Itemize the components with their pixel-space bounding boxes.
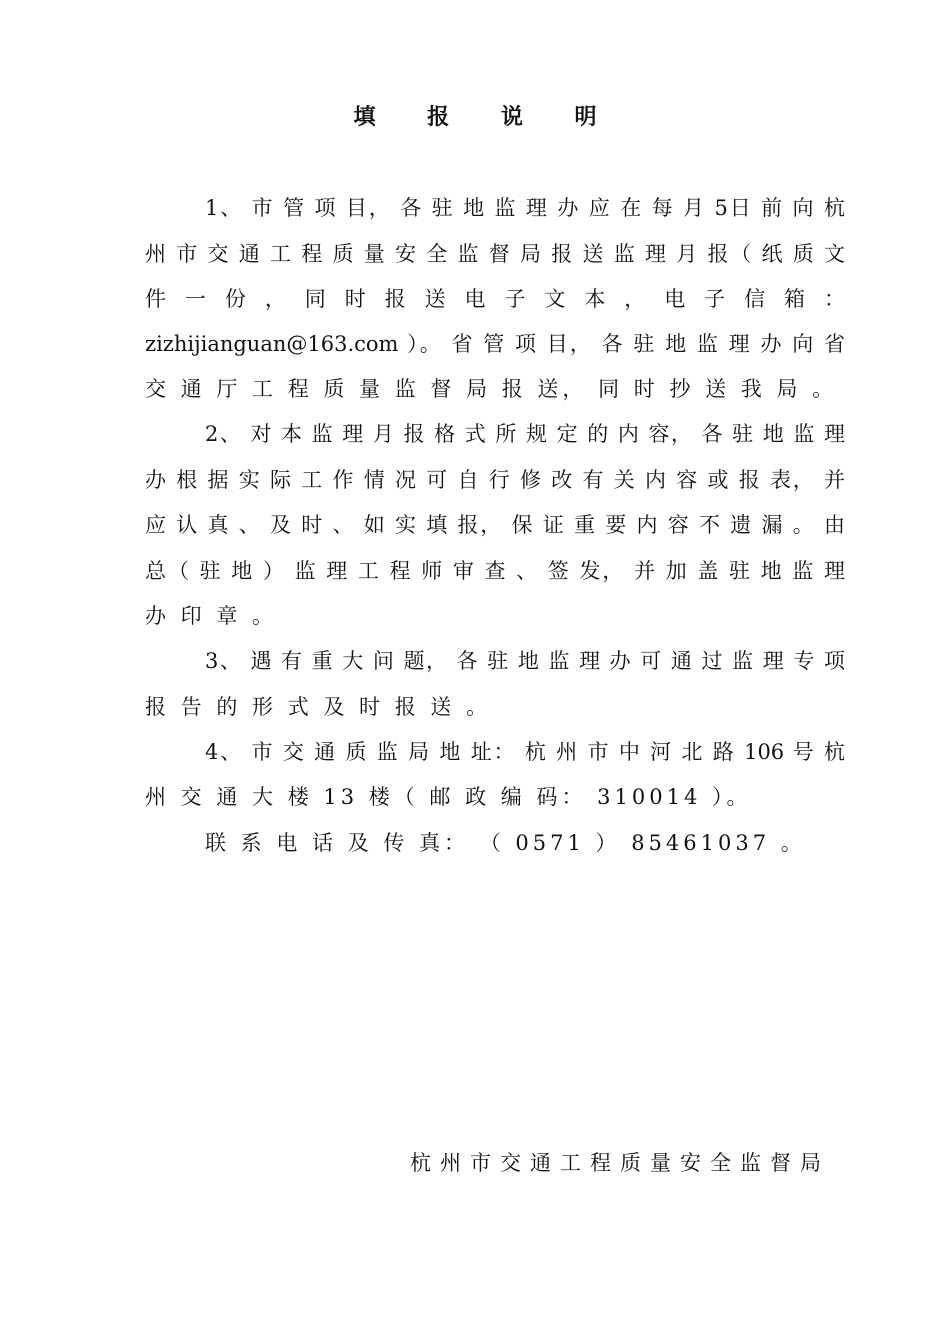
page-title: 填 报 说 明 xyxy=(353,104,619,130)
paragraph-2-line-2: 办 根 据 实 际 工 作 情 况 可 自 行 修 改 有 关 内 容 或 报 表， 并 xyxy=(145,468,845,492)
paragraph-3-line-1: 3、 遇 有 重 大 问 题， 各 驻 地 监 理 办 可 通 过 监 理 专 项 xyxy=(205,649,845,673)
paragraph-2-line-3: 应 认 真 、 及 时 、 如 实 填 报， 保 证 重 要 内 容 不 遗 漏 。 由 xyxy=(145,513,845,537)
paragraph-1-line-2: 州 市 交 通 工 程 质 量 安 全 监 督 局 报 送 监 理 月 报（ 纸 质 文 xyxy=(145,242,845,266)
paragraph-2-line-1: 2、 对 本 监 理 月 报 格 式 所 规 定 的 内 容， 各 驻 地 监 理 xyxy=(205,422,845,446)
paragraph-1-line-5: 交 通 厅 工 程 质 量 监 督 局 报 送， 同 时 抄 送 我 局 。 xyxy=(145,377,838,401)
paragraph-3-line-2: 报 告 的 形 式 及 时 报 送 。 xyxy=(145,695,492,719)
paragraph-1-line-1: 1、 市 管 项 目， 各 驻 地 监 理 办 应 在 每 月 5日 前 向 杭 xyxy=(205,196,845,220)
issuer-signature: 杭州市交通工程质量安全监督局 xyxy=(410,1151,830,1175)
paragraph-1-line-4: zizhijianguan@163.com ）。 省 管 项 目， 各 驻 地 监 理 办 向 省 xyxy=(145,332,845,356)
paragraph-4-line-1: 4、 市 交 通 质 监 局 地 址： 杭 州 市 中 河 北 路 106 号 杭 xyxy=(205,740,845,764)
paragraph-2-line-5: 办 印 章 。 xyxy=(145,604,278,628)
paragraph-2-line-4: 总（ 驻 地 ） 监 理 工 程 师 审 查 、 签 发， 并 加 盖 驻 地 监 理 xyxy=(145,559,845,583)
paragraph-1-line-3: 件 一 份 ， 同 时 报 送 电 子 文 本 ， 电 子 信 箱 ： xyxy=(145,287,845,311)
paragraph-4-line-2: 州 交 通 大 楼 13 楼（ 邮 政 编 码： 310014 ）。 xyxy=(145,785,752,809)
contact-line: 联 系 电 话 及 传 真： （ 0571 ） 85461037 。 xyxy=(205,831,806,855)
